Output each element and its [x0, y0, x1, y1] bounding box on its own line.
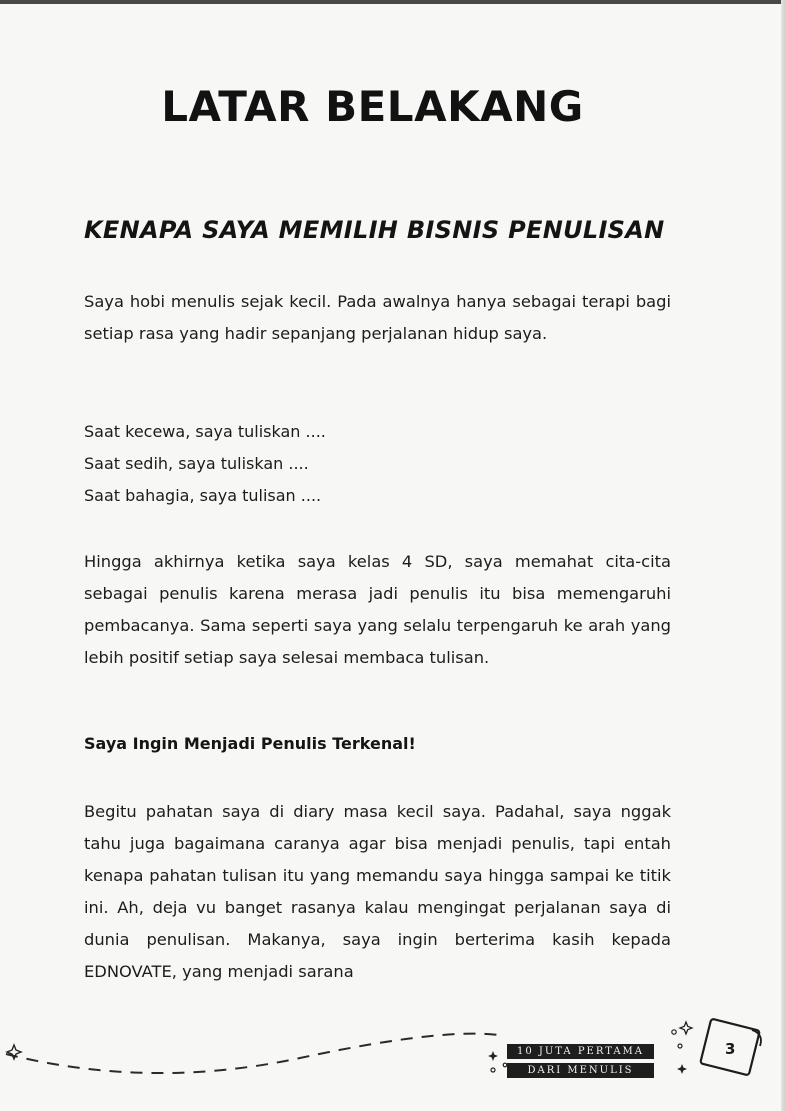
- book-brand-label: [507, 1044, 654, 1080]
- section-title: KENAPA SAYA MEMILIH BISNIS PENULISAN: [84, 216, 665, 244]
- brand-line-1: 10 JUTA PERTAMA: [507, 1044, 654, 1059]
- page-title: LATAR BELAKANG: [161, 82, 584, 131]
- brand-line-2: DARI MENULIS: [507, 1063, 654, 1078]
- paragraph-dream: Hingga akhirnya ketika saya kelas 4 SD, saya memahat cita-cita sebagai penulis karena merasa jadi penulis itu bisa memengaruhi pembacanya. Sama seperti saya yang selalu terpengaruh ke arah yang lebih positif setiap saya selesai membaca tulisan.: [84, 552, 671, 667]
- paragraph-intro: Saya hobi menulis sejak kecil. Pada awalnya hanya sebagai terapi bagi setiap rasa yang hadir sepanjang perjalanan hidup saya.: [84, 292, 671, 343]
- feeling-line-2: Saat sedih, saya tuliskan ....: [84, 454, 309, 473]
- sparkle-icon: [672, 1022, 692, 1074]
- dashed-path: [6, 1034, 505, 1073]
- page-number: 3: [725, 1040, 736, 1058]
- page-top-edge: [0, 0, 785, 4]
- paragraph-diary: Begitu pahatan saya di diary masa kecil saya. Padahal, saya nggak tahu juga bagaimana caranya agar bisa menjadi penulis, tapi entah kenapa pahatan tulisan itu yang memandu saya hingga sampai ke titik ini. Ah, deja vu banget rasanya kalau mengingat perjalanan saya di dunia penulisan. Makanya, saya ingin berterima kasih kepada EDNOVATE, yang menjadi sarana: [84, 802, 671, 981]
- feeling-line-3: Saat bahagia, saya tulisan ....: [84, 486, 322, 505]
- feeling-line-1: Saat kecewa, saya tuliskan ....: [84, 422, 326, 441]
- sparkle-icon: [488, 1051, 507, 1072]
- footer-decoration: [0, 1010, 785, 1111]
- subheading: Saya Ingin Menjadi Penulis Terkenal!: [84, 734, 416, 753]
- page-right-edge: [781, 0, 785, 1111]
